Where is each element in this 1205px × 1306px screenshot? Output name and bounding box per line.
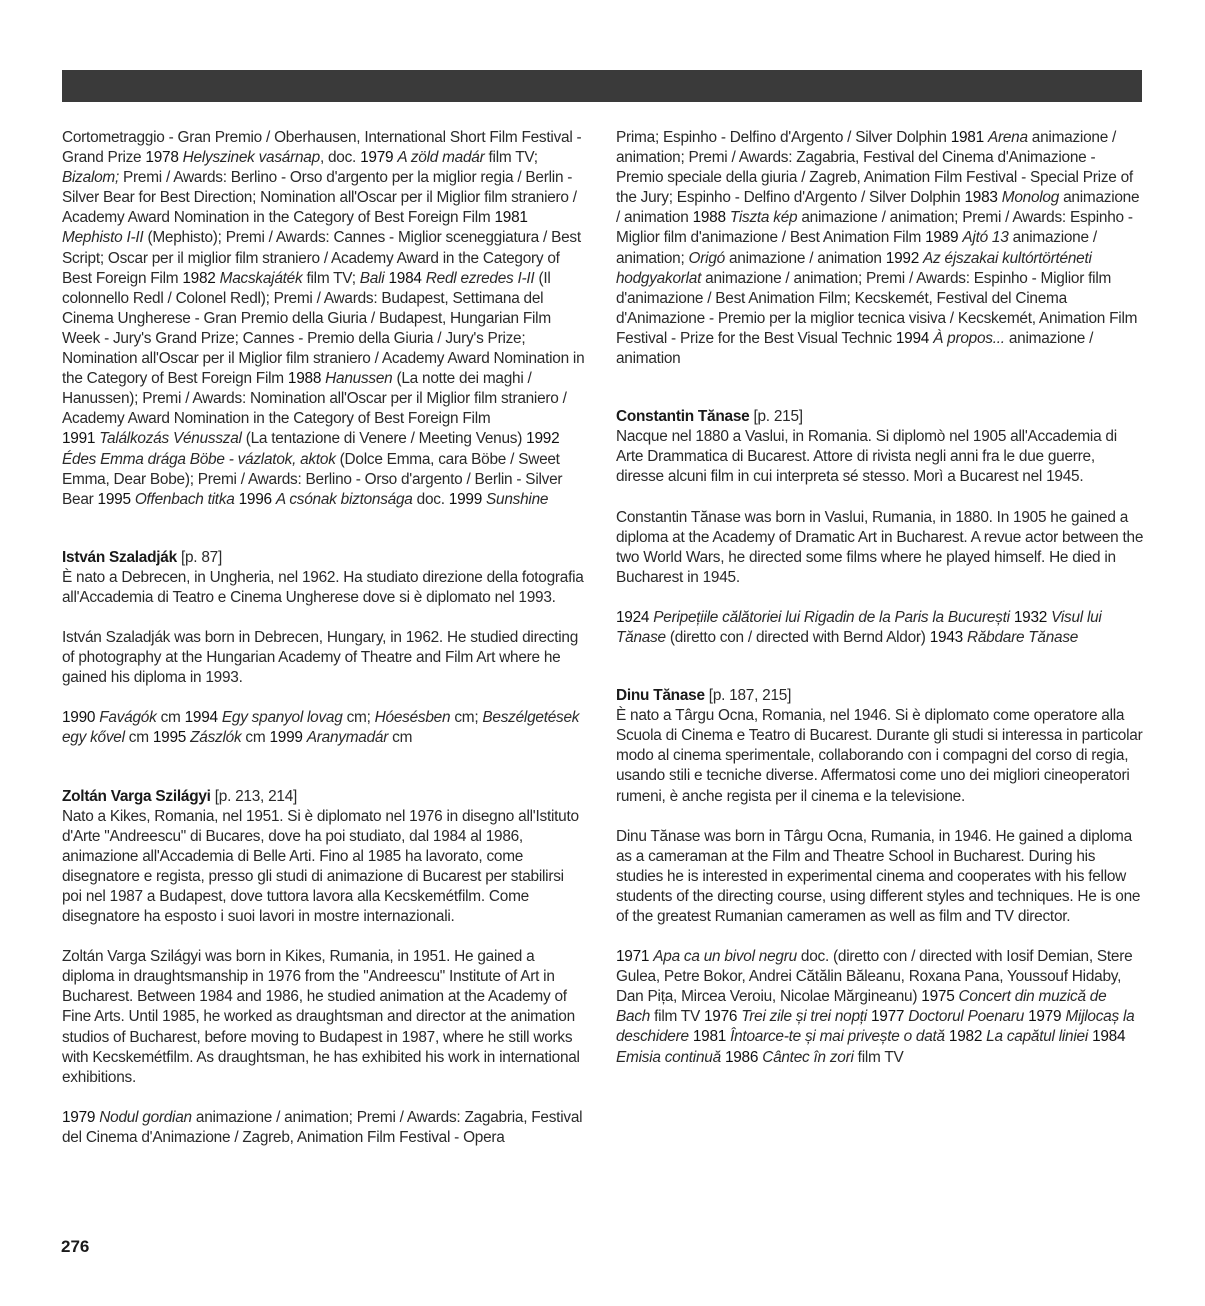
- film-year: 1977: [870, 1008, 909, 1026]
- bio-italian: È nato a Târgu Ocna, Romania, nel 1946. Si è diplomato come operatore alla Scuola di Cinema e Teatro di Bucarest. Durante gli studi si interessa in particolar modo al cinema sperimentale, collaborando con i compagni del corso di regia, usando stili e tecniche diverse. Affermatosi come uno dei migliori cineoperatori rumeni, è anche regista per il cinema e la televisione.: [616, 707, 1143, 805]
- film-title: A csónak biztonsága: [275, 490, 413, 508]
- film-title: Peripețiile călătoriei lui Rigadin de la Paris la București: [653, 608, 1010, 626]
- film-title: Doctorul Poenaru: [908, 1008, 1025, 1026]
- text-run: Prima; Espinho - Delfino d'Argento / Silver Dolphin: [616, 129, 951, 146]
- text-run: Premi / Awards: Berlino - Orso d'argento per la miglior regia / Berlin - Silver Bear for Best Direction; Nomination all'Oscar per il Miglior film straniero / Academy Award Nomination in the Category of Best Foreign Film: [62, 169, 577, 227]
- film-title: Helyszinek vasárnap: [182, 149, 320, 167]
- text-run: doc. (diretto con / directed with Iosif Demian, Stere Gulea, Petre Bokor, Andrei Cătălin Băleanu, Roxana Pana, Youssouf Hidaby, Dan Pița, Mircea Veroiu, Nicolae Mărgineanu): [616, 948, 1133, 1006]
- text-run: doc.: [412, 490, 449, 508]
- film-year: 1986: [724, 1048, 763, 1066]
- filmography: [616, 947, 1144, 1068]
- filmography-paragraph: [62, 429, 586, 509]
- film-year: 1943: [929, 628, 967, 646]
- header-bar: [62, 70, 1142, 102]
- text-run: film TV;: [302, 269, 360, 287]
- film-year: 1981: [692, 1028, 731, 1046]
- bio-english: István Szaladják was born in Debrecen, Hungary, in 1962. He studied directing of photography at the Hungarian Academy of Theatre and Film Art where he gained his diploma in 1993.: [62, 629, 579, 687]
- text-run: (Il colonnello Redl / Colonel Redl); Premi / Awards: Budapest, Settimana del Cinema Ungherese - Gran Premio della Giuria / Budapest, Hungarian Film Week - Jury's Grand Prize; Cannes - Premio della Giuria / Jury's Prize; Nomination all'Oscar per il Miglior film straniero / Academy Award Nomination in the Category of Best Foreign Film: [62, 269, 585, 388]
- film-title: A zöld madár: [397, 149, 485, 167]
- film-title: Édes Emma drága Böbe - vázlatok, aktok: [62, 450, 336, 468]
- film-title: Beszélgetések egy kővel: [62, 709, 580, 747]
- film-title: Aranymadár: [306, 729, 389, 747]
- text-run: animazione / animation; Premi / Awards: Espinho - Miglior film d'animazione / Best Animation Film: [616, 209, 1133, 247]
- filmography-continued: [616, 128, 1144, 369]
- film-year: 1995: [97, 490, 135, 508]
- bio-heading: [616, 407, 1144, 427]
- film-year: 1990: [62, 709, 100, 727]
- film-year: 1994: [184, 709, 222, 727]
- film-year: 1989: [925, 229, 963, 247]
- text-run: (La tentazione di Venere / Meeting Venus): [241, 430, 527, 448]
- film-year: 1984: [1092, 1028, 1126, 1046]
- text-run: (La notte dei maghi / Hanussen); Premi / Awards: Nomination all'Oscar per il Miglior film straniero / Academy Award Nomination in the Category of Best Foreign Film: [62, 370, 567, 428]
- film-title: Találkozás Vénusszal: [99, 430, 242, 448]
- bio-italian: Nacque nel 1880 a Vaslui, in Romania. Si diplomò nel 1905 all'Accademia di Arte Drammatica di Bucarest. Attore di rivista negli anni fra le due guerre, diresse alcuni film in cui interpreta sé stesso. Morì a Bucarest nel 1945.: [616, 428, 1117, 486]
- text-run: animazione / animation: [616, 189, 1140, 227]
- film-year: 1981: [950, 129, 988, 146]
- bio-name: Zoltán Varga Szilágyi: [62, 787, 211, 805]
- film-year: 1992: [885, 249, 924, 267]
- film-year: 1975: [921, 988, 959, 1006]
- left-column: [62, 128, 586, 1148]
- film-year: 1982: [948, 1028, 987, 1046]
- text-run: cm: [124, 729, 153, 747]
- film-year: 1991: [62, 430, 100, 448]
- film-title: Origó: [688, 249, 725, 267]
- film-title: Bizalom;: [62, 169, 120, 187]
- filmography: [62, 708, 586, 748]
- film-title: La capătul liniei: [986, 1028, 1089, 1046]
- film-title: Hóesésben: [374, 709, 451, 727]
- text-run: (Mephisto); Premi / Awards: Cannes - Miglior sceneggiatura / Best Script; Oscar per il miglior film straniero / Academy Award in the Category of Best Foreign Film: [62, 229, 581, 287]
- text-run: animazione / animation; Premi / Awards: Zagabria, Festival del Cinema d'Animazione / Zagreb, Animation Film Festival - Opera: [62, 1108, 583, 1146]
- bio-name: István Szaladják: [62, 548, 177, 566]
- bio-pages: [p. 215]: [749, 408, 803, 426]
- film-year: 1988: [287, 370, 326, 388]
- film-title: Concert din muzică de Bach: [616, 988, 1107, 1026]
- film-year: 1924: [616, 608, 654, 626]
- film-year: 1981: [494, 209, 528, 227]
- film-title: Apa ca un bivol negru: [653, 948, 797, 966]
- film-year: 1994: [895, 329, 934, 347]
- film-title: Emisia continuă: [616, 1048, 721, 1066]
- text-run: animazione / animation; Premi / Awards: Espinho - Miglior film d'animazione / Best Animation Film; Kecskemét, Festival del Cinema d'Animazione - Premio per la miglior tecnica visiva / Kecskemét, Animation Film Festival - Prize for the Best Visual Technic: [616, 269, 1138, 347]
- bio-heading: [62, 787, 586, 807]
- film-year: 1996: [238, 490, 276, 508]
- film-year: 1995: [152, 729, 191, 747]
- film-title: Favágók: [99, 709, 157, 727]
- bio-name: Dinu Tănase: [616, 687, 705, 705]
- filmography: [62, 1108, 586, 1148]
- text-run: animazione / animation: [616, 329, 1094, 368]
- right-column: [616, 128, 1144, 1068]
- film-year: 1971: [616, 948, 654, 966]
- text-run: (diretto con / directed with Bernd Aldor): [665, 628, 930, 646]
- film-year: 1978: [145, 149, 183, 167]
- film-title: Nodul gordian: [99, 1108, 192, 1126]
- film-year: 1999: [269, 729, 307, 747]
- film-title: Întoarce-te și mai privește o dată: [730, 1028, 945, 1046]
- bio-english: Zoltán Varga Szilágyi was born in Kikes, Rumania, in 1951. He gained a diploma in draughtsmanship in 1976 from the "Andreescu" Institute of Art in Bucharest. Between 1984 and 1986, he studied animation at the Academy of Fine Arts. Until 1985, he worked as draughtsman and director at the animation studios of Bucharest, before moving to Budapest in 1987, where he still works with Kecskemétfilm. As draughtsman, he has exhibited his work in international exhibitions.: [62, 948, 580, 1086]
- film-title: Bali: [359, 269, 385, 287]
- film-title: Macskajáték: [219, 269, 303, 287]
- bio-pages: [p. 87]: [176, 548, 222, 566]
- bio-pages: [p. 187, 215]: [704, 687, 792, 705]
- film-year: 1979: [1028, 1008, 1066, 1026]
- text-run: film TV: [853, 1048, 904, 1066]
- film-year: 1979: [62, 1108, 100, 1126]
- film-title: Tiszta kép: [729, 209, 798, 227]
- bio-heading: [616, 686, 1144, 706]
- text-run: film TV: [650, 1008, 704, 1026]
- film-year: 1976: [704, 1008, 742, 1026]
- film-title: Cântec în zori: [762, 1048, 854, 1066]
- film-title: Ajtó 13: [962, 229, 1009, 247]
- film-title: Offenbach titka: [134, 490, 235, 508]
- text-run: cm;: [450, 709, 483, 727]
- text-run: animazione / animation;: [616, 229, 1097, 267]
- film-year: 1983: [964, 189, 1002, 207]
- film-title: Az éjszakai kultórtörténeti hodgyakorlat: [616, 249, 1092, 287]
- film-year: 1932: [1013, 608, 1052, 626]
- bio-pages: [p. 213, 214]: [210, 787, 298, 805]
- text-run: cm: [388, 729, 413, 747]
- film-title: Mijlocaș la deschidere: [616, 1008, 1135, 1046]
- bio-english: Constantin Tănase was born in Vaslui, Rumania, in 1880. In 1905 he gained a diploma at the Academy of Dramatic Art in Bucharest. A revue actor between the two World Wars, he directed some films where he played himself. He died in Bucharest in 1945.: [616, 508, 1144, 586]
- film-title: Arena: [987, 129, 1028, 146]
- page-number: 276: [61, 1237, 90, 1256]
- bio-italian: Nato a Kikes, Romania, nel 1951. Si è diplomato nel 1976 in disegno all'Istituto d'Arte "Andreescu" di Bucares, dove ha poi studiato, dal 1984 al 1986, animazione all'Accademia di Belle Arti. Fino al 1985 ha lavorato, come disegnatore e regista, presso gli studi di animazione di Bucarest per stabilirsi poi nel 1987 a Budapest, dove tuttora lavora alla Kecskemétfilm. Come disegnatore ha esposto i suoi lavori in mostre internazionali.: [62, 807, 579, 926]
- bio-heading: [62, 548, 586, 568]
- filmography-paragraph: [62, 128, 586, 429]
- text-run: cm: [241, 729, 270, 747]
- text-run: cm: [156, 709, 185, 727]
- text-run: film TV;: [484, 149, 538, 167]
- film-title: Răbdare Tănase: [966, 628, 1079, 646]
- text-run: animazione / animation: [724, 249, 886, 267]
- bio-name: Constantin Tănase: [616, 408, 750, 426]
- film-year: 1999: [448, 490, 487, 508]
- bio-english: Dinu Tănase was born in Târgu Ocna, Rumania, in 1946. He gained a diploma as a cameraman at the Film and Theatre School in Bucharest. During his studies he is interested in experimental cinema and cooperates with his fellow students of the directing course, using different styles and techniques. He is one of the greatest Rumanian cameramen as well as film and TV director.: [616, 827, 1141, 925]
- film-year: 1988: [692, 209, 730, 227]
- film-title: À propos...: [933, 329, 1005, 347]
- text-run: , doc.: [319, 149, 361, 167]
- film-year: 1982: [182, 269, 220, 287]
- film-year: 1984: [388, 269, 426, 287]
- film-title: Hanussen: [325, 370, 393, 388]
- text-run: cm;: [342, 709, 375, 727]
- text-run: Cortometraggio - Gran Premio / Oberhausen, International Short Film Festival - Grand Prize: [62, 129, 582, 167]
- film-year: 1979: [360, 149, 398, 167]
- text-run: (Dolce Emma, cara Böbe / Sweet Emma, Dear Bobe); Premi / Awards: Berlino - Orso d'argento / Berlin - Silver Bear: [62, 450, 563, 508]
- film-title: Monolog: [1001, 189, 1060, 207]
- film-title: Trei zile și trei nopți: [741, 1008, 867, 1026]
- film-title: Visul lui Tănase: [616, 608, 1102, 646]
- text-run: animazione / animation; Premi / Awards: Zagabria, Festival del Cinema d'Animazione - Premio speciale della giuria / Zagreb, Animation Film Festival - Special Prize of the Jury; Espinho - Delfino d'Argento / Silver Dolphin: [616, 129, 1133, 207]
- film-title: Mephisto I-II: [62, 229, 144, 247]
- film-title: Redl ezredes I-II: [425, 269, 535, 287]
- bio-italian: È nato a Debrecen, in Ungheria, nel 1962. Ha studiato direzione della fotografia all'Accademia di Teatro e Cinema Ungherese dove si è diplomato nel 1993.: [62, 568, 584, 606]
- film-year: 1992: [526, 430, 560, 448]
- film-title: Zászlók: [190, 729, 242, 747]
- film-title: Sunshine: [486, 490, 549, 508]
- filmography: [616, 608, 1144, 648]
- film-title: Egy spanyol lovag: [221, 709, 343, 727]
